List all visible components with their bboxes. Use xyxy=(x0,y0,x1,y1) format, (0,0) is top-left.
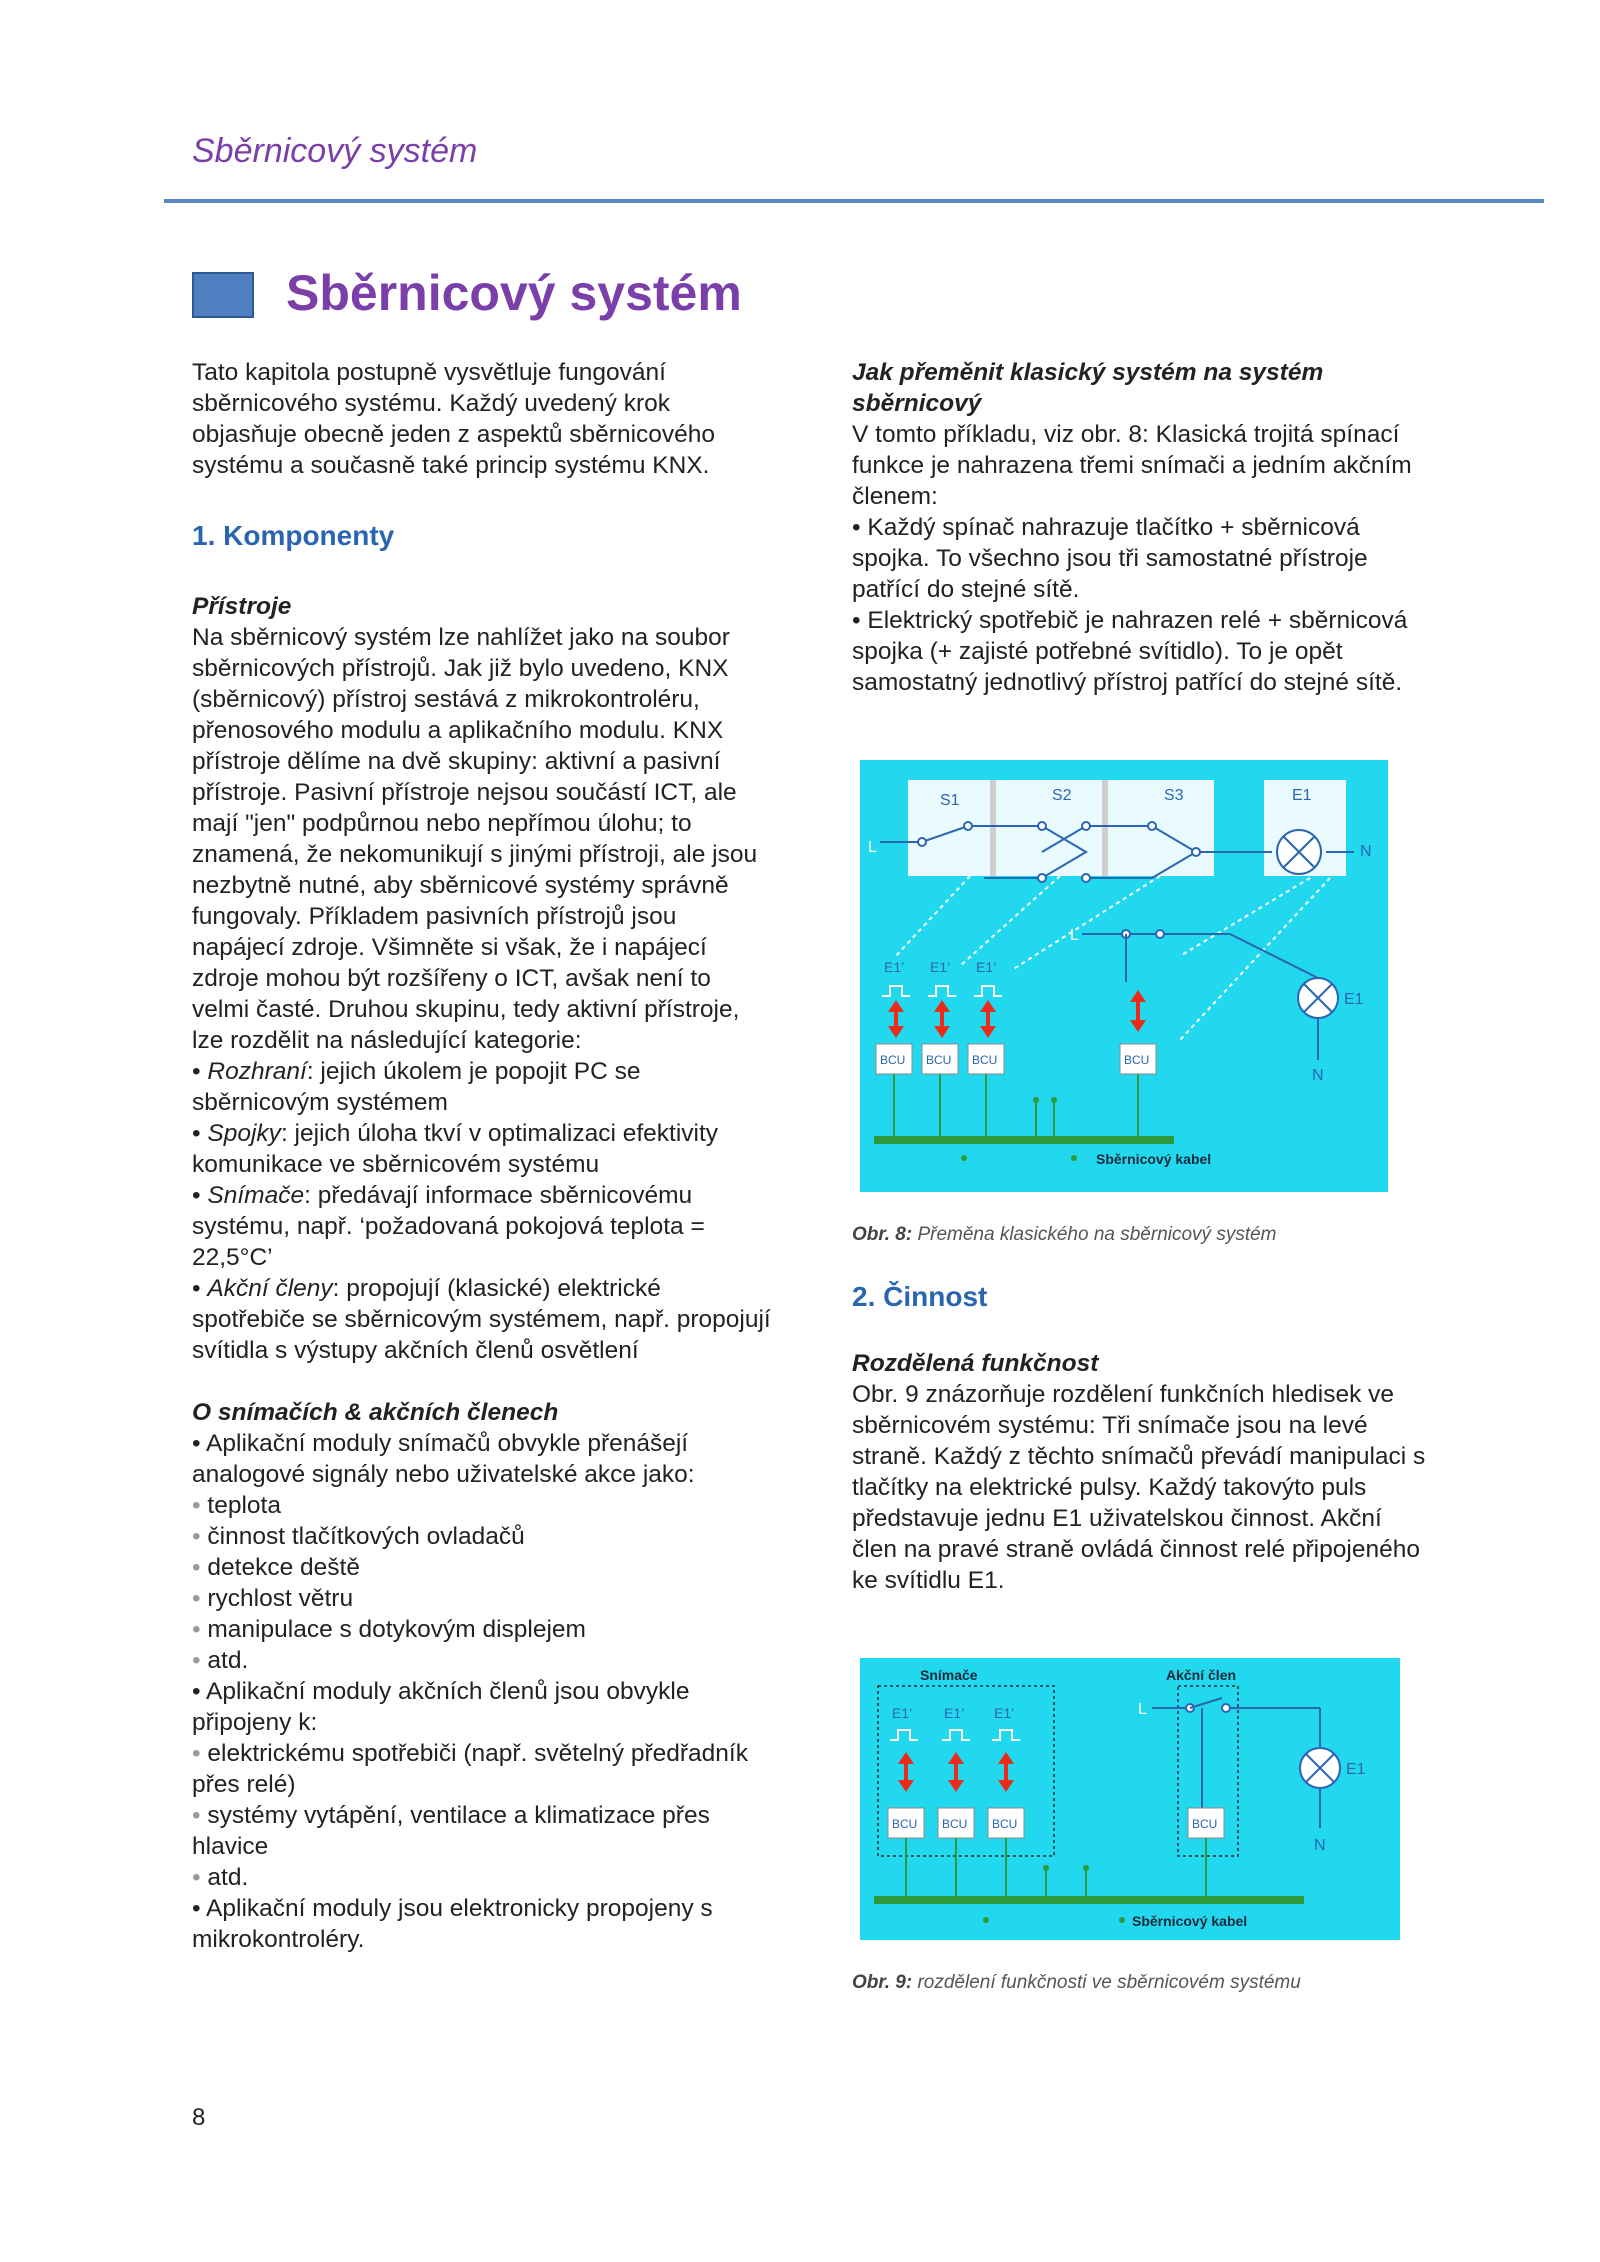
list-item: • činnost tlačítkových ovladačů xyxy=(192,1523,525,1550)
bcu-label: BCU xyxy=(1124,1053,1150,1067)
bcu-label: BCU xyxy=(992,1817,1018,1831)
figure-8 xyxy=(860,760,1388,1192)
page-number: 8 xyxy=(192,2104,206,2131)
label-n: N xyxy=(1314,1837,1326,1854)
category-item: • Akční členy: propojují (klasické) elektrické spotřebiče se sběrnicovým systémem, např. propojují svítidla s výstupy akčních členů osvětlení xyxy=(192,1275,771,1364)
category-item: • Snímače: předávají informace sběrnicovému systému, např. ‘požadovaná pokojová teplota = 22,5°C’ xyxy=(192,1182,705,1271)
bcu-label: BCU xyxy=(972,1053,998,1067)
figure-8-diagram xyxy=(860,760,1388,1192)
pulse-label: E1’ xyxy=(994,1705,1015,1721)
figure-9-diagram xyxy=(860,1658,1400,1940)
label-s1: S1 xyxy=(940,792,960,809)
pristroje-paragraph: Na sběrnicový systém lze nahlížet jako na soubor sběrnicových přístrojů. Jak již bylo uvedeno, KNX (sběrnicový) přístroj sestává z mikrokontroléru, přenosového modulu a aplikačního modulu. KNX přístroje dělíme na dvě skupiny: aktivní a pasivní přístroje. Pasivní přístroje nejsou součástí ICT, ale mají "jen" podpůrnou nebo nepřímou úlohu; to znamená, že nekomunikují s jinými přístroji, ale jsou nezbytně nutné, aby sběrnicové systémy správně fungovaly. Příkladem pasivních přístrojů jsou napájecí zdroje. Všimněte si však, že i napájecí zdroje mohou být rozšířeny o ICT, avšak není to velmi časté. Druhou skupinu, tedy aktivní přístroje, lze rozdělit na následující kategorie: xyxy=(192,624,758,1054)
bullet-app3: • Aplikační moduly jsou elektronicky propojeny s mikrokontroléry. xyxy=(192,1895,713,1953)
list-item: • systémy vytápění, ventilace a klimatizace přes hlavice xyxy=(192,1802,710,1860)
bullet-app1: • Aplikační moduly snímačů obvykle přenášejí analogové signály nebo uživatelské akce jako: xyxy=(192,1430,695,1488)
bcu-label: BCU xyxy=(1192,1817,1218,1831)
pulse-label: E1’ xyxy=(930,959,951,975)
pulse-label: E1’ xyxy=(892,1705,913,1721)
rozdelena-paragraph: Obr. 9 znázorňuje rozdělení funkčních hledisek ve sběrnicovém systému: Tři snímače jsou na levé straně. Každý z těchto snímačů převádí manipulaci s tlačítky na elektrické pulsy. Každý takovýto puls představuje jednu E1 uživatelskou činnost. Akční člen na pravé straně ovládá činnost relé připojeného ke svítidlu E1. xyxy=(852,1381,1426,1594)
chapter-title: Sběrnicový systém xyxy=(286,265,742,321)
section-heading-cinnost: 2. Činnost xyxy=(852,1281,988,1312)
subheading-rozdelena: Rozdělená funkčnost xyxy=(852,1350,1099,1377)
list-item: • atd. xyxy=(192,1864,249,1891)
subheading-jak: Jak přeměnit klasický systém na systém sběrnicový xyxy=(852,359,1324,417)
bcu-label: BCU xyxy=(926,1053,952,1067)
bus-cable-label: Sběrnicový kabel xyxy=(1096,1151,1212,1167)
list-item: • rychlost větru xyxy=(192,1585,354,1612)
figure-9-caption: Obr. 9: rozdělení funkčnosti ve sběrnicovém systému xyxy=(852,1972,1301,1993)
header-rule xyxy=(164,199,1544,203)
bus-cable xyxy=(874,1896,1304,1904)
running-title: Sběrnicový systém xyxy=(192,132,478,170)
jak-bullet: • Každý spínač nahrazuje tlačítko + sběrnicová spojka. To všechno jsou tři samostatné přístroje patřící do stejné sítě. xyxy=(852,514,1368,603)
label-n2: N xyxy=(1312,1067,1324,1084)
list-item: • manipulace s dotykovým displejem xyxy=(192,1616,586,1643)
coupler xyxy=(1102,780,1108,876)
category-item: • Spojky: jejich úloha tkví v optimalizaci efektivity komunikace ve sběrnicovém systému xyxy=(192,1120,719,1178)
pulse-label: E1’ xyxy=(944,1705,965,1721)
left-column xyxy=(192,357,772,1955)
right-column-bottom xyxy=(852,1280,1432,1596)
coupler xyxy=(990,780,996,876)
jak-paragraph: V tomto příkladu, viz obr. 8: Klasická trojitá spínací funkce je nahrazena třemi snímači a jedním akčním členem: xyxy=(852,421,1412,510)
bcu-label: BCU xyxy=(892,1817,918,1831)
subheading-snimace: O snímačích & akčních členech xyxy=(192,1399,559,1426)
label-e1: E1 xyxy=(1346,1761,1366,1778)
label-l: L xyxy=(1138,1701,1147,1718)
category-item: • Rozhraní: jejich úkolem je popojit PC se sběrnicovým systémem xyxy=(192,1058,641,1116)
bus-cable xyxy=(874,1136,1174,1144)
pulse-label: E1’ xyxy=(884,959,905,975)
label-n: N xyxy=(1360,843,1372,860)
label-l2: L xyxy=(1070,927,1079,944)
label-l: L xyxy=(868,839,877,856)
jak-bullet: • Elektrický spotřebič je nahrazen relé + sběrnicová spojka (+ zajisté potřebné svítidlo). To je opět samostatný jednotlivý přístroj patřící do stejné sítě. xyxy=(852,607,1408,696)
label-e1-lamp: E1 xyxy=(1344,991,1364,1008)
list-item: • atd. xyxy=(192,1647,249,1674)
right-column-top xyxy=(852,357,1432,698)
label-e1: E1 xyxy=(1292,787,1312,804)
figure-8-caption: Obr. 8: Přeměna klasického na sběrnicový systém xyxy=(852,1224,1277,1245)
list-item: • elektrickému spotřebiči (např. světelný předřadník přes relé) xyxy=(192,1740,748,1798)
list-item: • detekce deště xyxy=(192,1554,360,1581)
bullet-app2: • Aplikační moduly akčních členů jsou obvykle připojeny k: xyxy=(192,1678,690,1736)
bus-cable-label: Sběrnicový kabel xyxy=(1132,1913,1248,1929)
bcu-label: BCU xyxy=(942,1817,968,1831)
label-snimace: Snímače xyxy=(920,1667,978,1683)
list-item: • teplota xyxy=(192,1492,281,1519)
section-heading-komponenty: 1. Komponenty xyxy=(192,520,395,551)
chapter-square-icon xyxy=(192,272,254,318)
subheading-pristroje: Přístroje xyxy=(192,593,292,620)
label-s2: S2 xyxy=(1052,787,1072,804)
intro-paragraph: Tato kapitola postupně vysvětluje fungování sběrnicového systému. Každý uvedený krok objasňuje obecně jeden z aspektů sběrnicového systému a současně také princip systému KNX. xyxy=(192,359,716,479)
label-akcni: Akční člen xyxy=(1166,1667,1237,1683)
pulse-label: E1’ xyxy=(976,959,997,975)
bcu-label: BCU xyxy=(880,1053,906,1067)
label-s3: S3 xyxy=(1164,787,1184,804)
figure-9 xyxy=(860,1658,1400,1940)
